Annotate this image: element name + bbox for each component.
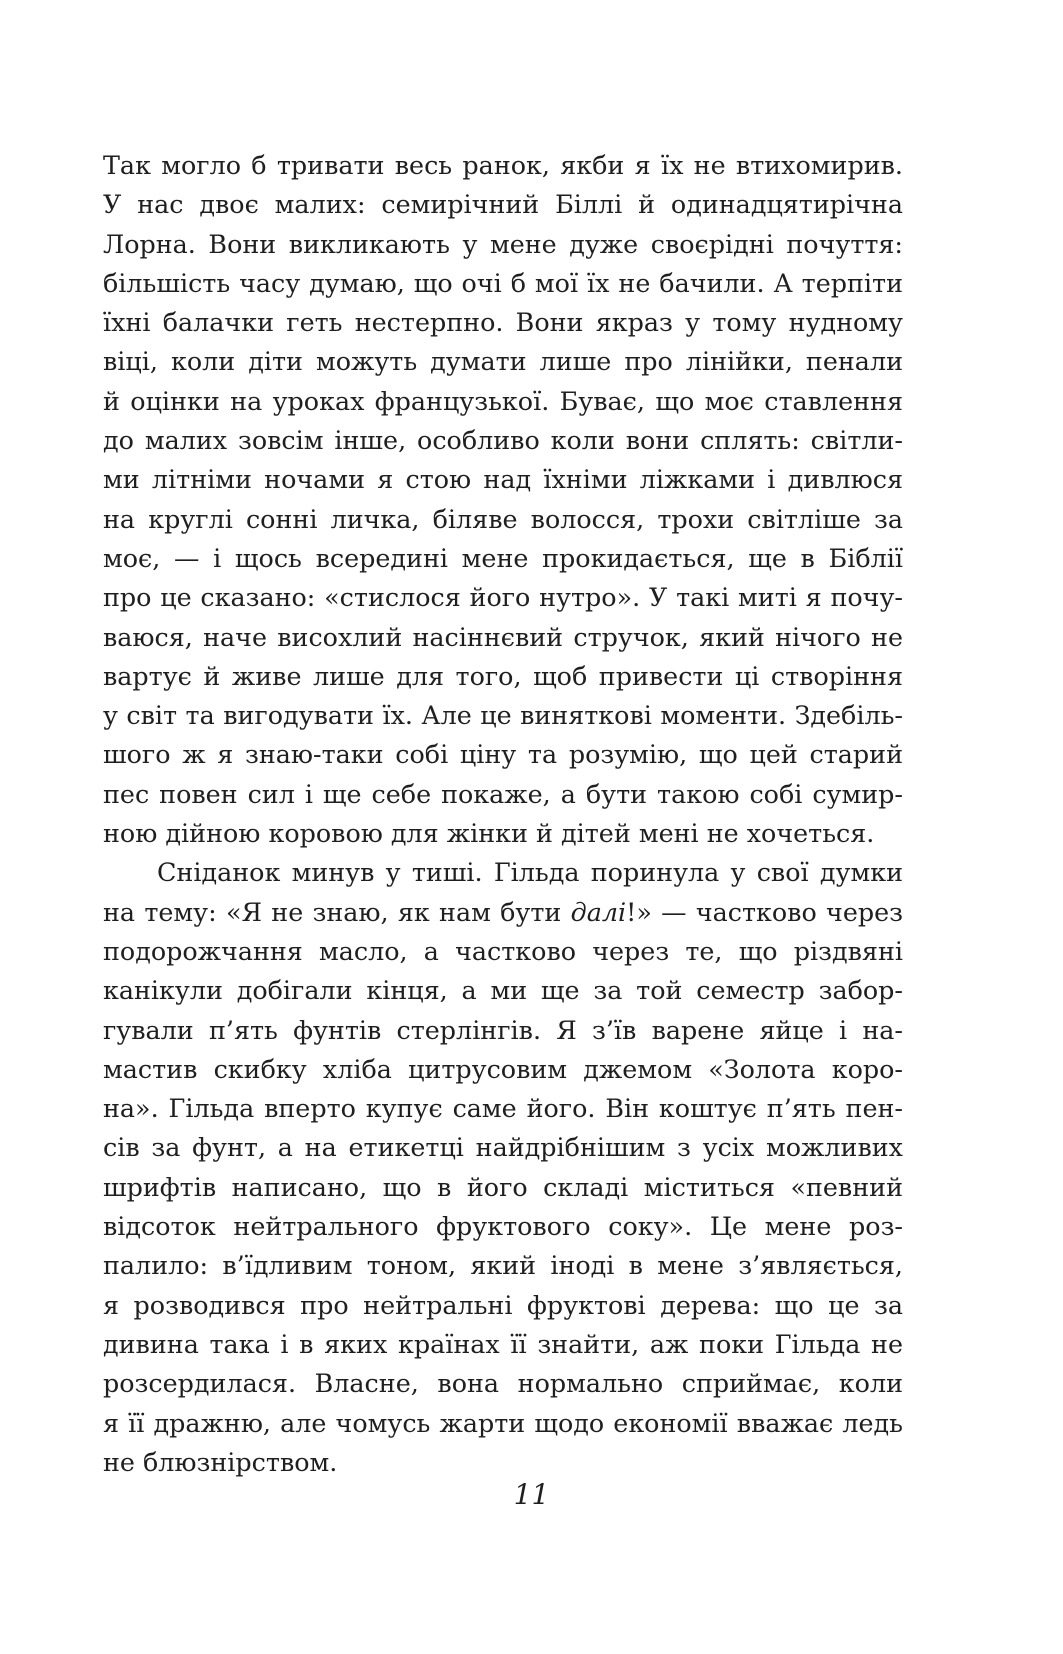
text-line: я її дражню, але чомусь жарти щодо економії вважає ледь bbox=[103, 1407, 903, 1438]
text-line: й оцінки на уроках французької. Буває, що моє ставлення bbox=[103, 385, 903, 416]
text-line: Сніданок минув у тиші. Гільда поринула у свої думки bbox=[157, 857, 903, 888]
text-line: на круглі сонні личка, біляве волосся, трохи світліше за bbox=[103, 503, 903, 534]
text-line: відсоток нейтрального фруктового соку». Це мене роз- bbox=[103, 1211, 903, 1242]
text-line: гували п’ять фунтів стерлінгів. Я з’їв варене яйце і на- bbox=[103, 1014, 903, 1045]
text-line: сів за фунт, а на етикетці найдрібнішим з усіх можливих bbox=[103, 1132, 903, 1163]
paragraph-2 bbox=[103, 853, 903, 1482]
text-line: дивина така і в яких країнах її знайти, аж поки Гільда не bbox=[103, 1328, 903, 1359]
text-line: ною дійною коровою для жінки й дітей мені не хочеться. bbox=[103, 818, 875, 849]
text-line: на тему: «Я не знаю, як нам бути далі!» — частково через bbox=[103, 896, 903, 927]
paragraph-1 bbox=[103, 146, 903, 853]
body-text bbox=[103, 146, 903, 1482]
text-line: У нас двоє малих: семирічний Біллі й одинадцятирічна bbox=[103, 189, 903, 220]
text-line: не блюзнірством. bbox=[103, 1446, 338, 1477]
text-line: віці, коли діти можуть думати лише про лінійки, пенали bbox=[103, 346, 903, 377]
text-line: на». Гільда вперто купує саме його. Він коштує п’ять пен- bbox=[103, 1093, 903, 1124]
text-line: розсердилася. Власне, вона нормально сприймає, коли bbox=[103, 1368, 903, 1399]
text-line: шого ж я знаю-таки собі ціну та розумію, що цей старий bbox=[103, 739, 903, 770]
text-line: моє, — і щось всередині мене прокидається, ще в Біблії bbox=[103, 542, 903, 573]
text-line: мастив скибку хліба цитрусовим джемом «Золота коро- bbox=[103, 1053, 903, 1084]
text-line: шрифтів написано, що в його складі міститься «певний bbox=[103, 1171, 903, 1202]
text-line: я розводився про нейтральні фруктові дерева: що це за bbox=[103, 1289, 903, 1320]
text-line: про це сказано: «стислося його нутро». У такі миті я почу- bbox=[103, 582, 903, 613]
text-line: вартує й живе лише для того, щоб привести ці створіння bbox=[103, 660, 903, 691]
text-line: подорожчання масло, а частково через те, що різдвяні bbox=[103, 935, 903, 966]
text-line: більшість часу думаю, що очі б мої їх не бачили. А терпіти bbox=[103, 267, 903, 298]
text-line: Так могло б тривати весь ранок, якби я їх не втихомирив. bbox=[103, 150, 903, 180]
text-line: пес повен сил і ще себе покаже, а бути такою собі сумир- bbox=[103, 778, 903, 809]
emphasis: далі bbox=[570, 896, 627, 927]
text-line: канікули добігали кінця, а ми ще за той семестр забор- bbox=[103, 975, 903, 1006]
text-line: у світ та вигодувати їх. Але це виняткові моменти. Здебіль- bbox=[103, 700, 903, 731]
text-line: до малих зовсім інше, особливо коли вони сплять: світли- bbox=[103, 425, 903, 456]
text-line: ваюся, наче висохлий насіннєвий стручок, який нічого не bbox=[103, 621, 903, 652]
text-line: їхні балачки геть нестерпно. Вони якраз у тому нудному bbox=[103, 307, 903, 338]
text-line: Лорна. Вони викликають у мене дуже своєрідні почуття: bbox=[103, 228, 903, 259]
text-line: ми літніми ночами я стою над їхніми ліжками і дивлюся bbox=[103, 464, 903, 495]
page-number: 11 bbox=[513, 1478, 550, 1511]
text-line: палило: в’їдливим тоном, який іноді в мене з’являється, bbox=[103, 1250, 903, 1281]
